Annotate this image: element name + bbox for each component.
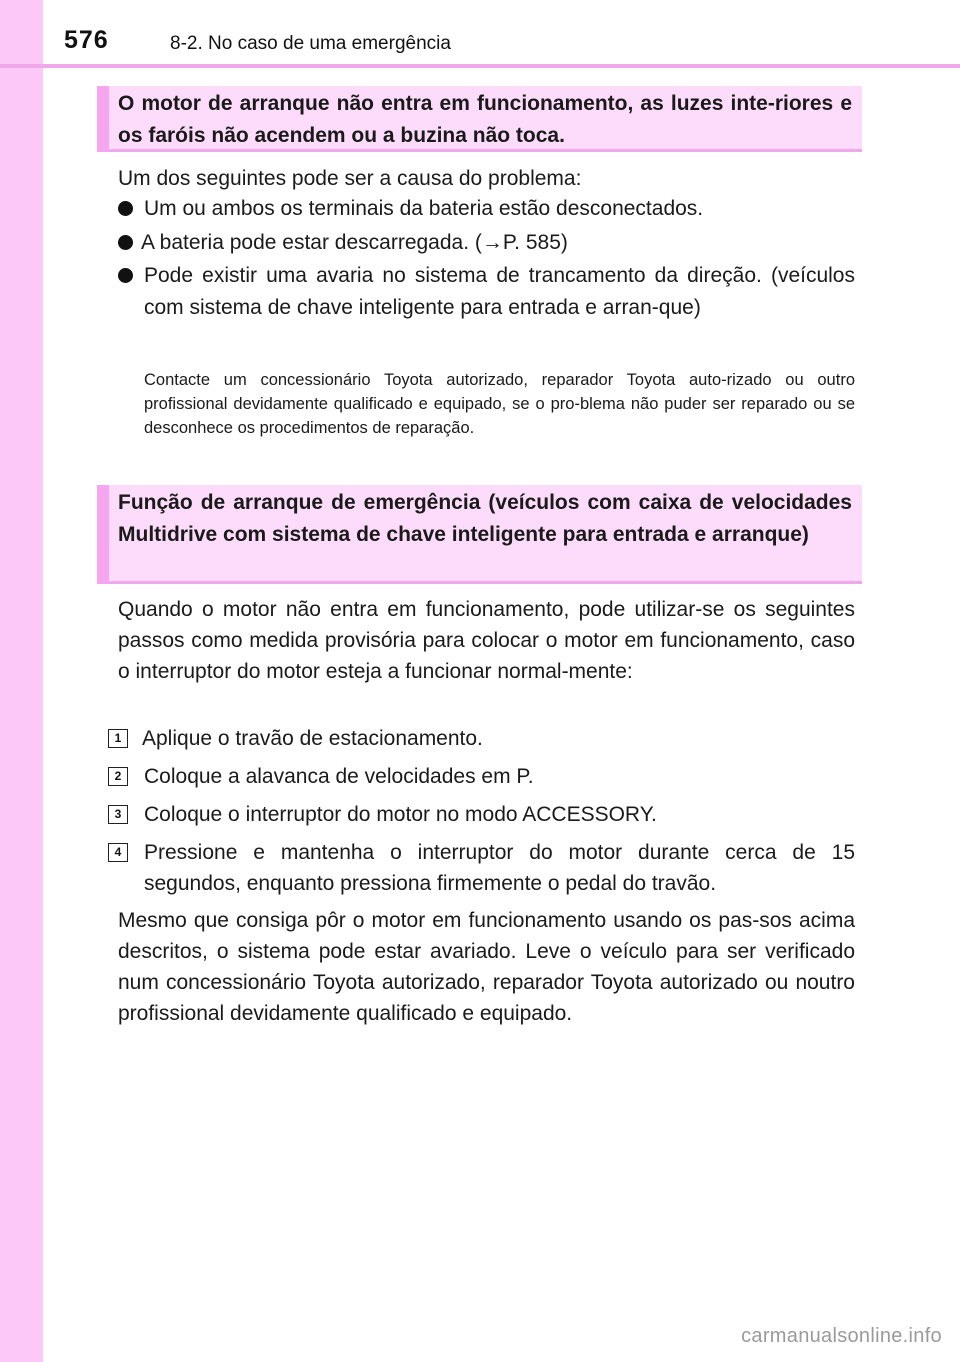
step-number-badge: 2 xyxy=(108,767,128,786)
bullet-item: Um ou ambos os terminais da bateria estão desconectados. xyxy=(144,197,704,220)
bullet-icon xyxy=(118,201,133,216)
step-number-badge: 1 xyxy=(108,729,128,748)
bullet-item: Pode existir uma avaria no sistema de trancamento da direção. (veículos com sistema de chave inteligente para entrada e arran-que) xyxy=(144,264,855,319)
step-text: Coloque a alavanca de velocidades em P. xyxy=(144,765,534,788)
header-divider xyxy=(0,64,960,68)
chapter-title: 8-2. No caso de uma emergência xyxy=(170,33,451,54)
section-heading-starter-fault xyxy=(97,86,862,152)
section-intro: Um dos seguintes pode ser a causa do problema: xyxy=(118,167,582,190)
step-text: Coloque o interruptor do motor no modo ACCESSORY. xyxy=(144,803,657,826)
closing-paragraph: Mesmo que consiga pôr o motor em funcionamento usando os pas-sos acima descritos, o sistema pode estar avariado. Leve o veículo para ser verificado num concessionário Toyota autorizado, reparador Toyota autorizado ou noutro profissional devidamente qualificado e equipado. xyxy=(118,909,855,1025)
watermark: carmanualsonline.info xyxy=(741,1325,942,1347)
step-number-badge: 3 xyxy=(108,805,128,824)
bullet-item: A bateria pode estar descarregada. (→P. 585) xyxy=(141,231,568,254)
bullet-icon xyxy=(118,235,133,250)
step-text: Aplique o travão de estacionamento. xyxy=(142,727,483,750)
section-heading-text: Função de arranque de emergência (veículos com caixa de velocidades Multidrive com sistema de chave inteligente para entrada e arranque) xyxy=(118,491,852,546)
page-sidebar-tab xyxy=(0,0,43,1362)
section-heading-text: O motor de arranque não entra em funcionamento, as luzes inte-riores e os faróis não acendem ou a buzina não toca. xyxy=(118,92,852,147)
section-note: Contacte um concessionário Toyota autorizado, reparador Toyota auto-rizado ou outro profissional devidamente qualificado e equipado, se o pro-blema não puder ser reparado ou se desconhece os procedimentos de reparação. xyxy=(144,371,855,437)
bullet-icon xyxy=(118,268,133,283)
section-intro: Quando o motor não entra em funcionamento, pode utilizar-se os seguintes passos como medida provisória para colocar o motor em funcionamento, caso o interruptor do motor esteja a funcionar normal-mente: xyxy=(118,598,855,683)
page-number: 576 xyxy=(64,26,109,54)
section-heading-emergency-start xyxy=(97,485,862,584)
step-number-badge: 4 xyxy=(108,843,128,862)
step-text: Pressione e mantenha o interruptor do motor durante cerca de 15 segundos, enquanto pressiona firmemente o pedal do travão. xyxy=(144,841,855,895)
